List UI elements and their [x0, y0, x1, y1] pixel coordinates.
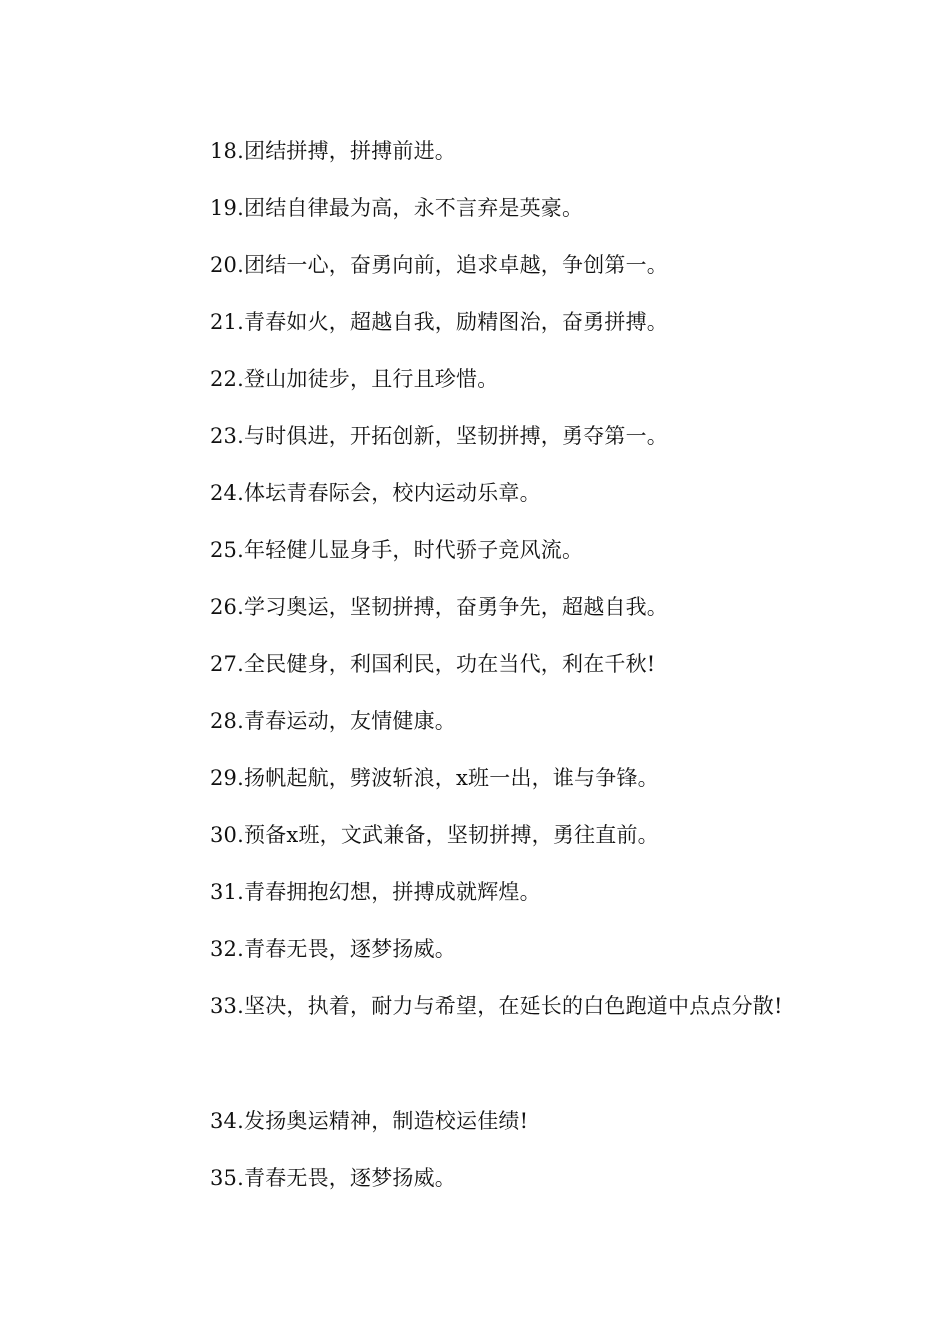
slogan-line-21: 21.青春如火，超越自我，励精图治，奋勇拼搏。: [210, 310, 668, 334]
slogan-line-35: 35.青春无畏，逐梦扬威。: [210, 1166, 456, 1190]
slogan-line-28: 28.青春运动，友情健康。: [210, 709, 456, 733]
slogan-line-32: 32.青春无畏，逐梦扬威。: [210, 937, 456, 961]
slogan-line-31: 31.青春拥抱幻想，拼搏成就辉煌。: [210, 880, 541, 904]
slogan-line-22: 22.登山加徒步，且行且珍惜。: [210, 367, 499, 391]
slogan-line-23: 23.与时俱进，开拓创新，坚韧拼搏，勇夺第一。: [210, 424, 668, 448]
slogan-line-25: 25.年轻健儿显身手，时代骄子竞风流。: [210, 538, 584, 562]
slogan-line-20: 20.团结一心，奋勇向前，追求卓越，争创第一。: [210, 253, 668, 277]
slogan-line-33: 33.坚决，执着，耐力与希望，在延长的白色跑道中点点分散!: [210, 994, 783, 1018]
slogan-line-34: 34.发扬奥运精神，制造校运佳绩!: [210, 1109, 529, 1133]
slogan-line-19: 19.团结自律最为高，永不言弃是英豪。: [210, 196, 584, 220]
slogan-line-29: 29.扬帆起航，劈波斩浪，x班一出，谁与争锋。: [210, 766, 659, 790]
slogan-line-18: 18.团结拼搏，拼搏前进。: [210, 139, 456, 163]
slogan-line-30: 30.预备x班，文武兼备，坚韧拼搏，勇往直前。: [210, 823, 659, 847]
slogan-line-26: 26.学习奥运，坚韧拼搏，奋勇争先，超越自我。: [210, 595, 668, 619]
slogan-line-27: 27.全民健身，利国利民，功在当代，利在千秋!: [210, 652, 656, 676]
slogan-line-24: 24.体坛青春际会，校内运动乐章。: [210, 481, 541, 505]
